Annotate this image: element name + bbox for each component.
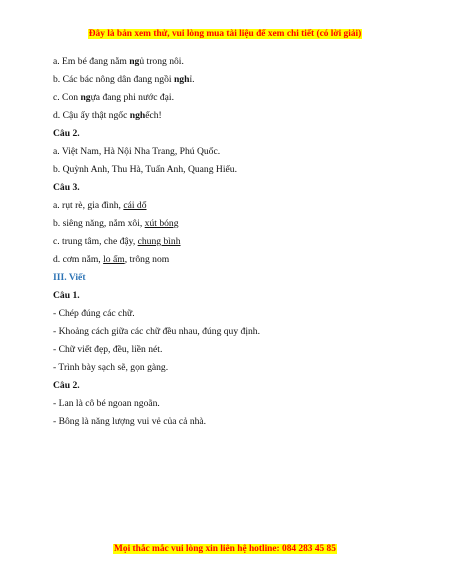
list-item: b. Quỳnh Anh, Thu Hà, Tuấn Anh, Quang Hiếu. [53, 164, 237, 175]
list-item: - Bông là năng lượng vui vẻ của cả nhà. [53, 416, 207, 427]
item-bold-text: ng [80, 92, 91, 103]
item-text: a. Em bé đang nằm [53, 56, 130, 67]
item-text: a. rụt rè, gia đình, [53, 200, 124, 211]
list-item: - Trình bày sạch sẽ, gọn gàng. [53, 362, 169, 373]
list-item [53, 251, 410, 269]
list-item [53, 71, 410, 89]
list-item: a. Việt Nam, Hà Nội Nha Trang, Phú Quốc. [53, 146, 221, 157]
list-item [53, 89, 410, 107]
list-item: - Chép đúng các chữ. [53, 308, 135, 319]
list-item [53, 197, 410, 215]
item-bold-text: ngh [129, 110, 146, 121]
item-bold-text: ngh [173, 74, 190, 85]
item-text: ỉ. [189, 74, 195, 85]
list-item [53, 53, 410, 71]
question-heading: Câu 2. [53, 128, 80, 139]
list-item: - Lan là cô bé ngoan ngoãn. [53, 398, 160, 409]
question-heading: Câu 1. [53, 290, 80, 301]
item-underlined-text: lo ấm [103, 254, 125, 265]
section-title: III. Viết [53, 272, 86, 283]
item-text: , trông nom [124, 254, 170, 265]
item-text: d. Cậu ấy thật ngốc [53, 110, 130, 121]
question-heading: Câu 2. [53, 380, 80, 391]
item-text: ựa đang phi nước đại. [90, 92, 175, 103]
item-text: ủ trong nôi. [139, 56, 184, 67]
item-underlined-text: xút bóng [144, 218, 179, 229]
preview-notice-banner [0, 28, 450, 39]
preview-notice-text: Đây là bản xem thử, vui lòng mua tài liệu để xem chi tiết (có lời giải) [88, 29, 362, 39]
hotline-footer [0, 543, 450, 554]
item-underlined-text: chung bình [137, 236, 181, 247]
item-text: c. trung tâm, che đậy, [53, 236, 138, 247]
question-heading: Câu 3. [53, 182, 80, 193]
list-item: - Khoảng cách giữa các chữ đều nhau, đúng quy định. [53, 326, 261, 337]
list-item [53, 215, 410, 233]
item-text: c. Con [53, 92, 81, 103]
item-text: b. siêng năng, nắm xôi, [53, 218, 145, 229]
item-bold-text: ng [129, 56, 140, 67]
list-item [53, 107, 410, 125]
hotline-text: Mọi thắc mắc vui lòng xin liên hệ hotline: 084 283 45 85 [114, 544, 336, 554]
item-text: b. Các bác nông dân đang ngồi [53, 74, 174, 85]
list-item: - Chữ viết đẹp, đều, liền nét. [53, 344, 163, 355]
answer-key-content [53, 53, 410, 431]
item-text: d. cơm nắm, [53, 254, 104, 265]
list-item [53, 233, 410, 251]
item-text: ếch! [145, 110, 162, 121]
item-underlined-text: cái dố [123, 200, 147, 211]
